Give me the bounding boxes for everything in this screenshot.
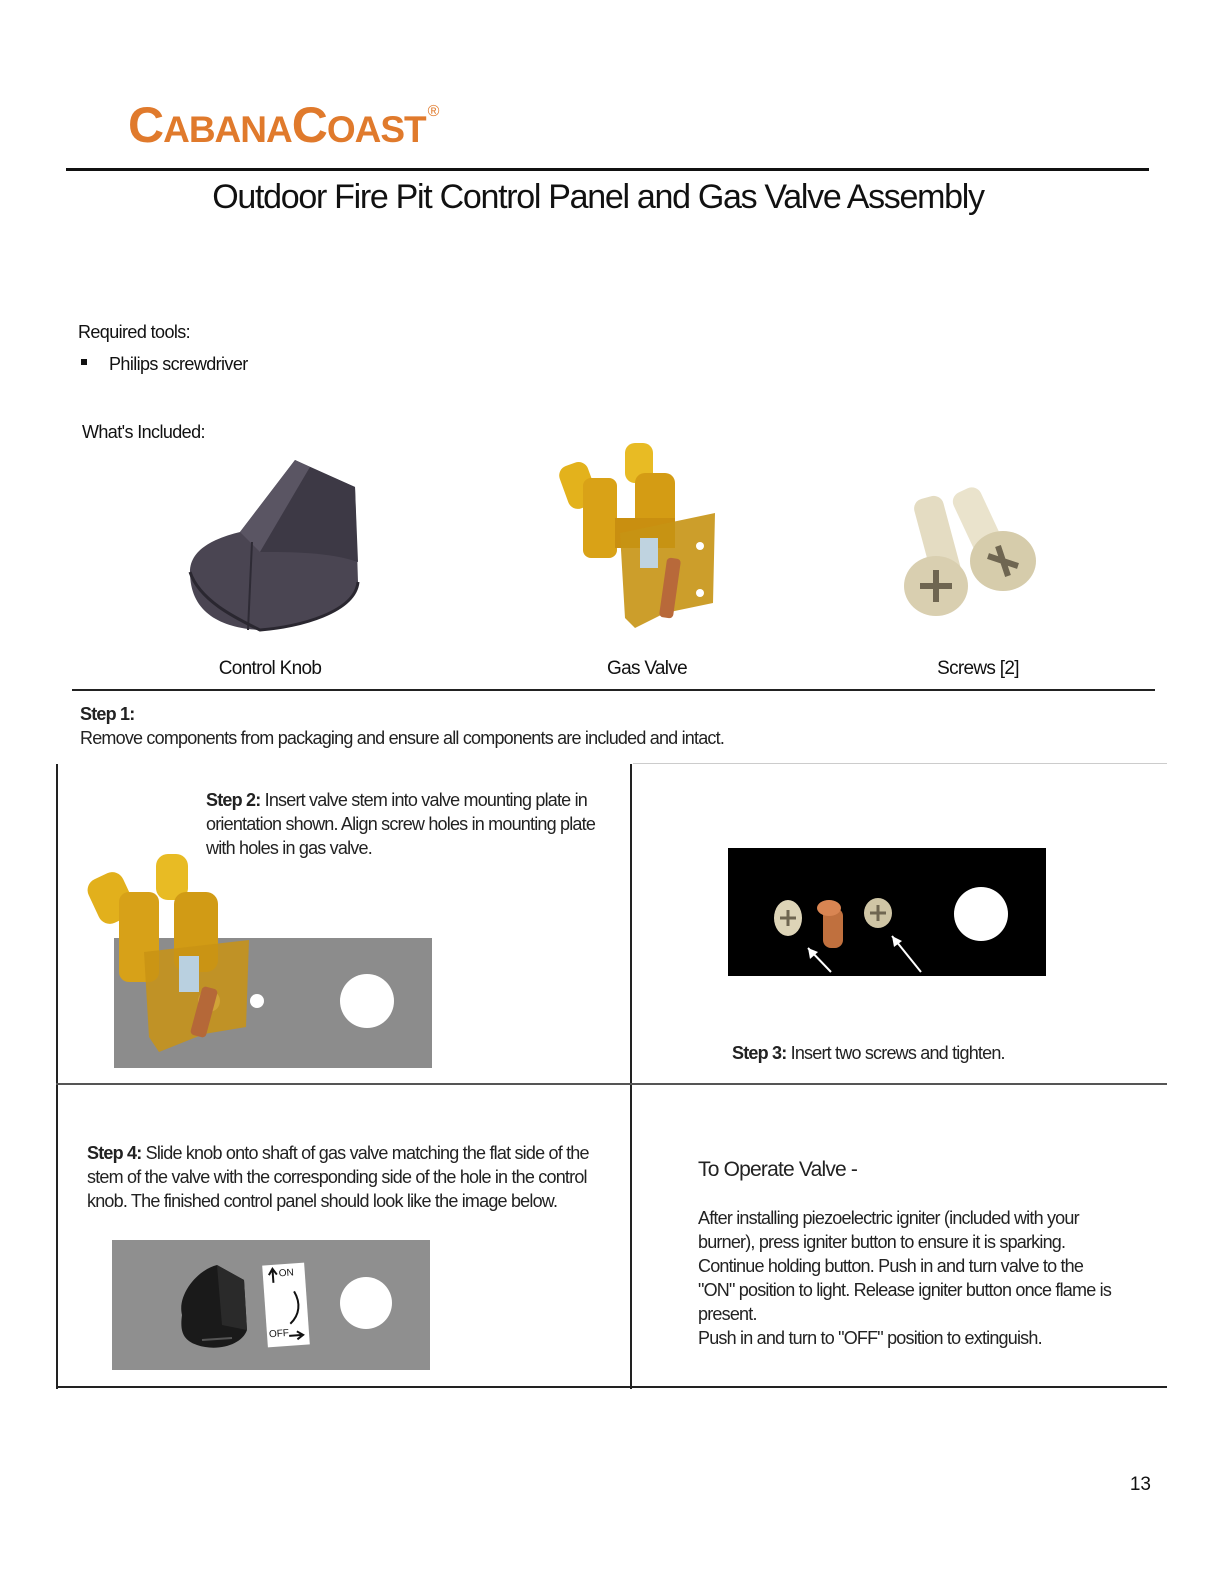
- included-item-label: Screws [2]: [937, 658, 1019, 679]
- included-heading: What's Included:: [82, 422, 205, 442]
- off-label: OFF: [268, 1327, 290, 1341]
- included-item-label: Control Knob: [218, 658, 322, 679]
- screws-image: [898, 486, 1048, 626]
- control-knob-image: [172, 1260, 252, 1352]
- included-item-label: Gas Valve: [607, 658, 687, 679]
- step-4-text: Step 4: Slide knob onto shaft of gas valve matching the flat side of the stem of the valve with the corresponding side of the hole in the control knob. The finished control panel should look like the image below.: [87, 1143, 589, 1211]
- tool-item: Philips screwdriver: [109, 354, 248, 374]
- step-3-text: Step 3: Insert two screws and tighten.: [732, 1043, 1005, 1063]
- grid-border-bottom: [56, 1386, 1167, 1388]
- panel-hole: [340, 1277, 392, 1329]
- operate-valve-instructions: After installing piezoelectric igniter (included with your burner), press igniter button to ensure it is sparking. Continue holding button. Push in and turn valve to the "ON" position to light. Release igniter button once flame is present. Push in and turn to "OFF" position to extinguish.: [698, 1208, 1112, 1348]
- required-tools-heading: Required tools:: [78, 322, 191, 342]
- operate-valve-title: To Operate Valve -: [698, 1158, 858, 1181]
- step-3-illustration: [728, 848, 1048, 978]
- grid-divider: [630, 764, 632, 1389]
- page-number: 13: [1129, 1474, 1151, 1495]
- grid-divider: [56, 1083, 1167, 1085]
- grid-border-left: [56, 764, 58, 1389]
- finished-panel-illustration: [112, 1240, 430, 1370]
- brand-logo: CABANACOAST ®: [128, 97, 439, 153]
- grid-border-top: [633, 763, 1167, 764]
- step-1: Step 1: Remove components from packaging and ensure all components are included and intact.: [80, 704, 725, 748]
- control-knob-image: [180, 452, 370, 642]
- on-label: ON: [278, 1267, 295, 1280]
- bullet-icon: [81, 359, 87, 365]
- step-2-illustration: [84, 852, 434, 1072]
- page-title: Outdoor Fire Pit Control Panel and Gas Valve Assembly: [212, 178, 984, 216]
- header-rule: [66, 168, 1149, 171]
- on-off-dial-label: [262, 1263, 310, 1348]
- gas-valve-image: [555, 438, 725, 628]
- step-2-text: Step 2: Insert valve stem into valve mounting plate in orientation shown. Align screw holes in mounting plate with holes in gas valve.: [206, 790, 596, 858]
- section-rule: [72, 689, 1155, 691]
